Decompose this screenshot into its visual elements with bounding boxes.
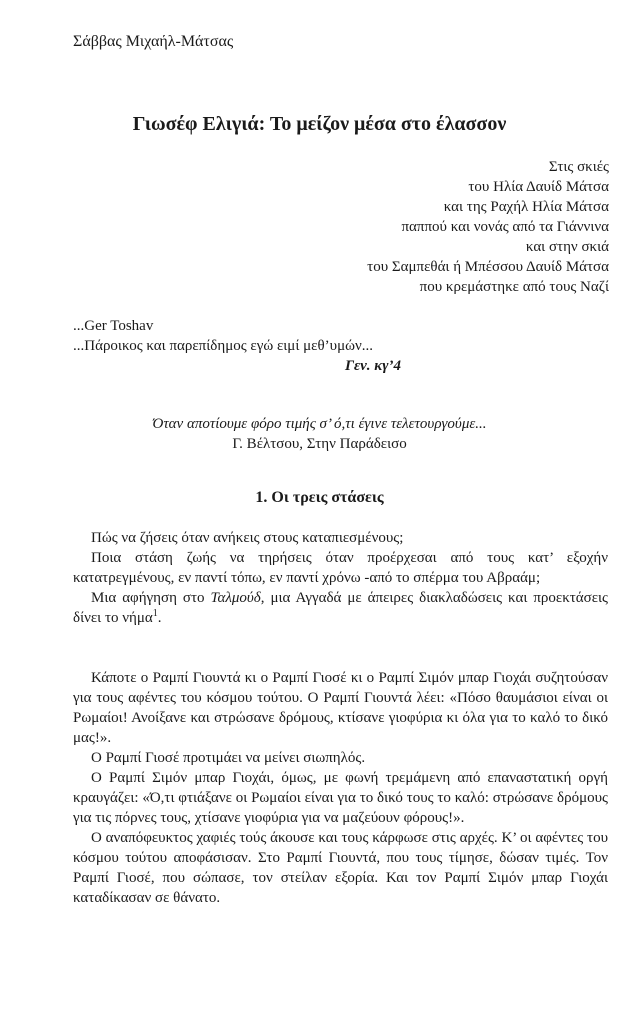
paragraph: Κάποτε ο Ραμπί Γιουντά κι ο Ραμπί Γιοσέ κι ο Ραμπί Σιμόν μπαρ Γιοχάι συζητούσαν για τους αφέντες του κόσμου τούτου. Ο Ραμπί Γιουντά λέει: «Πόσο θαυμάσιοι είναι οι Ρωμαίοι! Ανοίξανε και στρώσανε δρόμους, κτίσανε γιοφύρια κι όλα για το καλό το δικό μας!». bbox=[73, 670, 608, 746]
epigraph-reference: Γεν. κγ’4 bbox=[344, 358, 401, 374]
body-text-block-2 bbox=[73, 668, 608, 908]
footnote-marker: 1 bbox=[152, 608, 158, 619]
text-run: . bbox=[157, 610, 162, 626]
paragraph: Ο αναπόφευκτος χαφιές τούς άκουσε και τους κάρφωσε στις αρχές. Κ’ οι αφέντες του κόσμου τούτου αποφάσισαν. Στο Ραμπί Γιουντά, που τους τίμησε, δώσαν τιμές. Τον Ραμπί Γιοσέ, που σώπασε, τον στείλαν εξορία. Και τον Ραμπί Σιμόν μπαρ Γιοχάι καταδίκασαν σε θάνατο. bbox=[73, 830, 608, 906]
epigraph-veltsou bbox=[0, 414, 639, 454]
epigraph-quote: Όταν αποτίουμε φόρο τιμής σ’ ό,τι έγινε τελετουργούμε... bbox=[152, 416, 487, 432]
dedication-line: που κρεμάστηκε από τους Ναζί bbox=[419, 279, 609, 295]
dedication-line: παππού και νονάς από τα Γιάννινα bbox=[401, 219, 609, 235]
section-heading: 1. Οι τρεις στάσεις bbox=[255, 489, 384, 506]
body-text-block-1 bbox=[73, 528, 608, 628]
chapter-title: Γιωσέφ Ελιγιά: Το μείζον μέσα στο έλασσον bbox=[132, 113, 507, 135]
dedication-line: του Σαμπεθάι ή Μπέσσου Δαυίδ Μάτσα bbox=[367, 259, 609, 275]
epigraph-line: ...Ger Toshav bbox=[73, 318, 154, 334]
text-run: Μια αφήγηση στο bbox=[91, 590, 211, 606]
paragraph: Πώς να ζήσεις όταν ανήκεις στους καταπιεσμένους; bbox=[91, 530, 404, 546]
epigraph-line: ...Πάροικος και παρεπίδημος εγώ ειμί μεθ’υμών... bbox=[73, 338, 374, 354]
dedication bbox=[367, 157, 609, 297]
paragraph: Ποια στάση ζωής να τηρήσεις όταν προέρχεσαι από τους κατ’ εξοχήν κατατρεγμένους, εν παντί τόπω, εν παντί χρόνω -από το σπέρμα του Αβραάμ; bbox=[73, 550, 608, 586]
paragraph: Ο Ραμπί Γιοσέ προτιμάει να μείνει σιωπηλός. bbox=[91, 750, 366, 766]
dedication-line: και της Ραχήλ Ηλία Μάτσα bbox=[443, 199, 609, 215]
text-run: , μια Αγγαδά με άπειρες διακλαδώσεις και προεκτάσεις δίνει το νήμα bbox=[73, 590, 608, 626]
paragraph: Ο Ραμπί Σιμόν μπαρ Γιοχάι, όμως, με φωνή τρεμάμενη από επαναστατική οργή κραυγάζει: «Ό,τι φτιάξανε οι Ρωμαίοι είναι για το δικό τους το καλό: στρώσανε δρόμους για τις πόρνες τους, χτίσανε γιοφύρια για να μαζεύουν φόρους!». bbox=[73, 770, 608, 826]
epigraph-genesis bbox=[73, 316, 403, 376]
dedication-line: Στις σκιές bbox=[548, 159, 609, 175]
paragraph bbox=[73, 588, 608, 628]
talmud-italic: Ταλμούδ bbox=[210, 590, 261, 606]
epigraph-source: Γ. Βέλτσου, Στην Παράδεισο bbox=[232, 436, 407, 452]
dedication-line: του Ηλία Δαυίδ Μάτσα bbox=[468, 179, 609, 195]
dedication-line: και στην σκιά bbox=[525, 239, 609, 255]
running-head: Σάββας Μιχαήλ-Μάτσας bbox=[73, 33, 234, 50]
